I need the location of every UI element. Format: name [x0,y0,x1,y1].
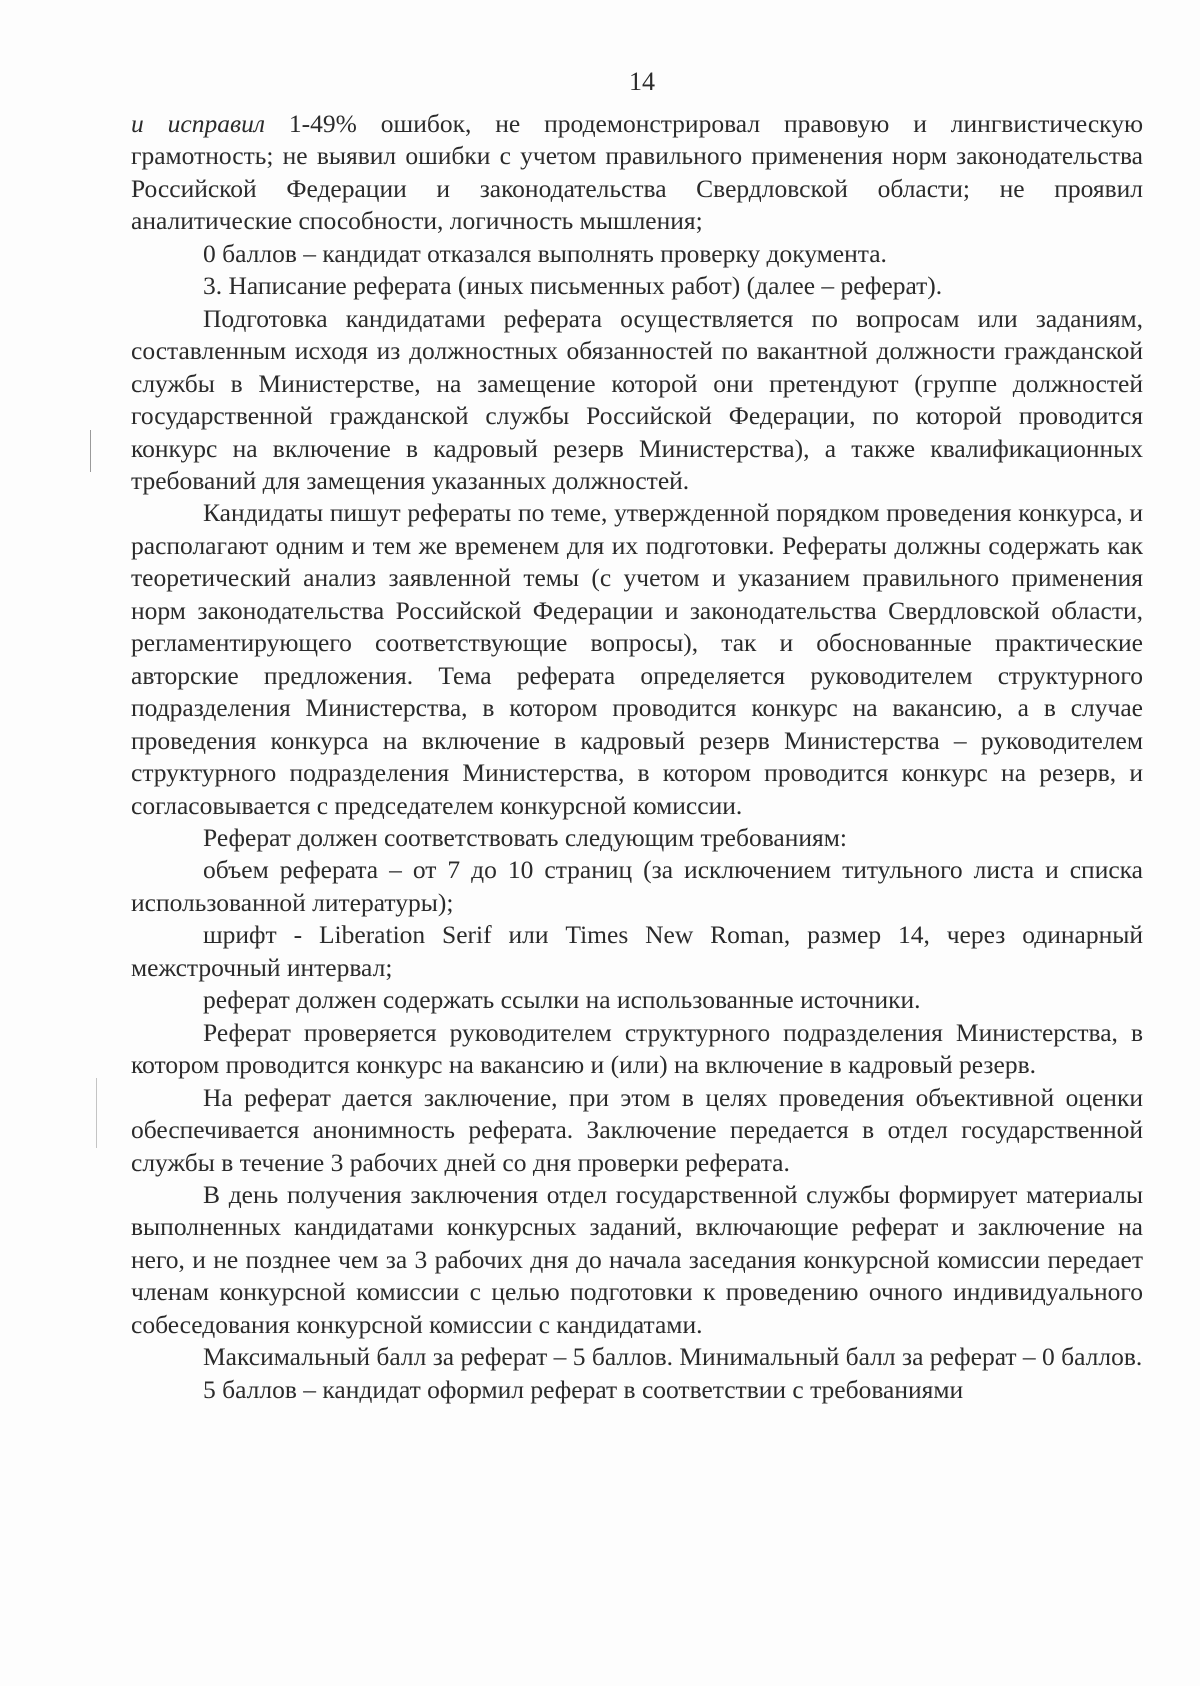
paragraph: Реферат должен соответствовать следующим требованиям: [203,822,847,852]
paragraph-continuation [131,108,1143,238]
italic-lead: и исправил [131,109,265,138]
document-body [131,108,1143,1406]
section-heading: 3. Написание реферата (иных письменных работ) (далее – реферат). [203,271,943,301]
paragraph-text: 1-49% ошибок, не продемонстрировал правовую и лингвистическую грамотность; не выявил ошибки с учетом правильного применения норм законодательства Российской Федерации и законодательства Свердловской области; не проявил аналитические способности, логичность мышления; [131,109,1143,236]
paragraph: 0 баллов – кандидат отказался выполнять проверку документа. [203,238,887,268]
paragraph: На реферат дается заключение, при этом в целях проведения объективной оценки обеспечивается анонимность реферата. Заключение передается в отдел государственной службы в течение 3 рабочих дней со дня проверки реферата. [131,1082,1143,1177]
paragraph: В день получения заключения отдел государственной службы формирует материалы выполненных кандидатами конкурсных заданий, включающие реферат и заключение на него, и не позднее чем за 3 рабочих дня до начала заседания конкурсной комиссии передает членам конкурсной комиссии с целью подготовки к проведению очного индивидуального собеседования конкурсной комиссии с кандидатами. [131,1179,1143,1339]
paragraph: Кандидаты пишут рефераты по теме, утвержденной порядком проведения конкурса, и располагают одним и тем же временем для их подготовки. Рефераты должны содержать как теоретический анализ заявленной темы (с учетом и указанием правильного применения норм законодательства Российской Федерации и законодательства Свердловской области, регламентирующего соответствующие вопросы), так и обоснованные практические авторские предложения. Тема реферата определяется руководителем структурного подразделения Министерства, в котором проводится конкурс на вакансию, а в случае проведения конкурса на включение в кадровый резерв Министерства – руководителем структурного подразделения Министерства, в котором проводится конкурс на резерв, и согласовывается с председателем конкурсной комиссии. [131,498,1143,820]
requirement-item: шрифт - Liberation Serif или Times New Roman, размер 14, через одинарный межстрочный интервал; [131,920,1143,982]
scan-artifact-line [90,430,91,472]
requirement-item: реферат должен содержать ссылки на использованные источники. [203,985,921,1015]
paragraph: Реферат проверяется руководителем структурного подразделения Министерства, в котором проводится конкурс на вакансию и (или) на включение в кадровый резерв. [131,1017,1143,1080]
paragraph: 5 баллов – кандидат оформил реферат в соответствии с требованиями [203,1374,964,1404]
scan-artifact-line [96,1078,97,1148]
requirement-item: объем реферата – от 7 до 10 страниц (за исключением титульного листа и списка использованной литературы); [131,855,1143,917]
page-number: 14 [629,67,655,96]
paragraph: Максимальный балл за реферат – 5 баллов. Минимальный балл за реферат – 0 баллов. [203,1342,1143,1372]
paragraph: Подготовка кандидатами реферата осуществляется по вопросам или заданиям, составленным исходя из должностных обязанностей по вакантной должности гражданской службы в Министерстве, на замещение которой они претендуют (группе должностей государственной гражданской службы Российской Федерации, по которой проводится конкурс на включение в кадровый резерв Министерства), а также квалификационных требований для замещения указанных должностей. [131,303,1143,495]
